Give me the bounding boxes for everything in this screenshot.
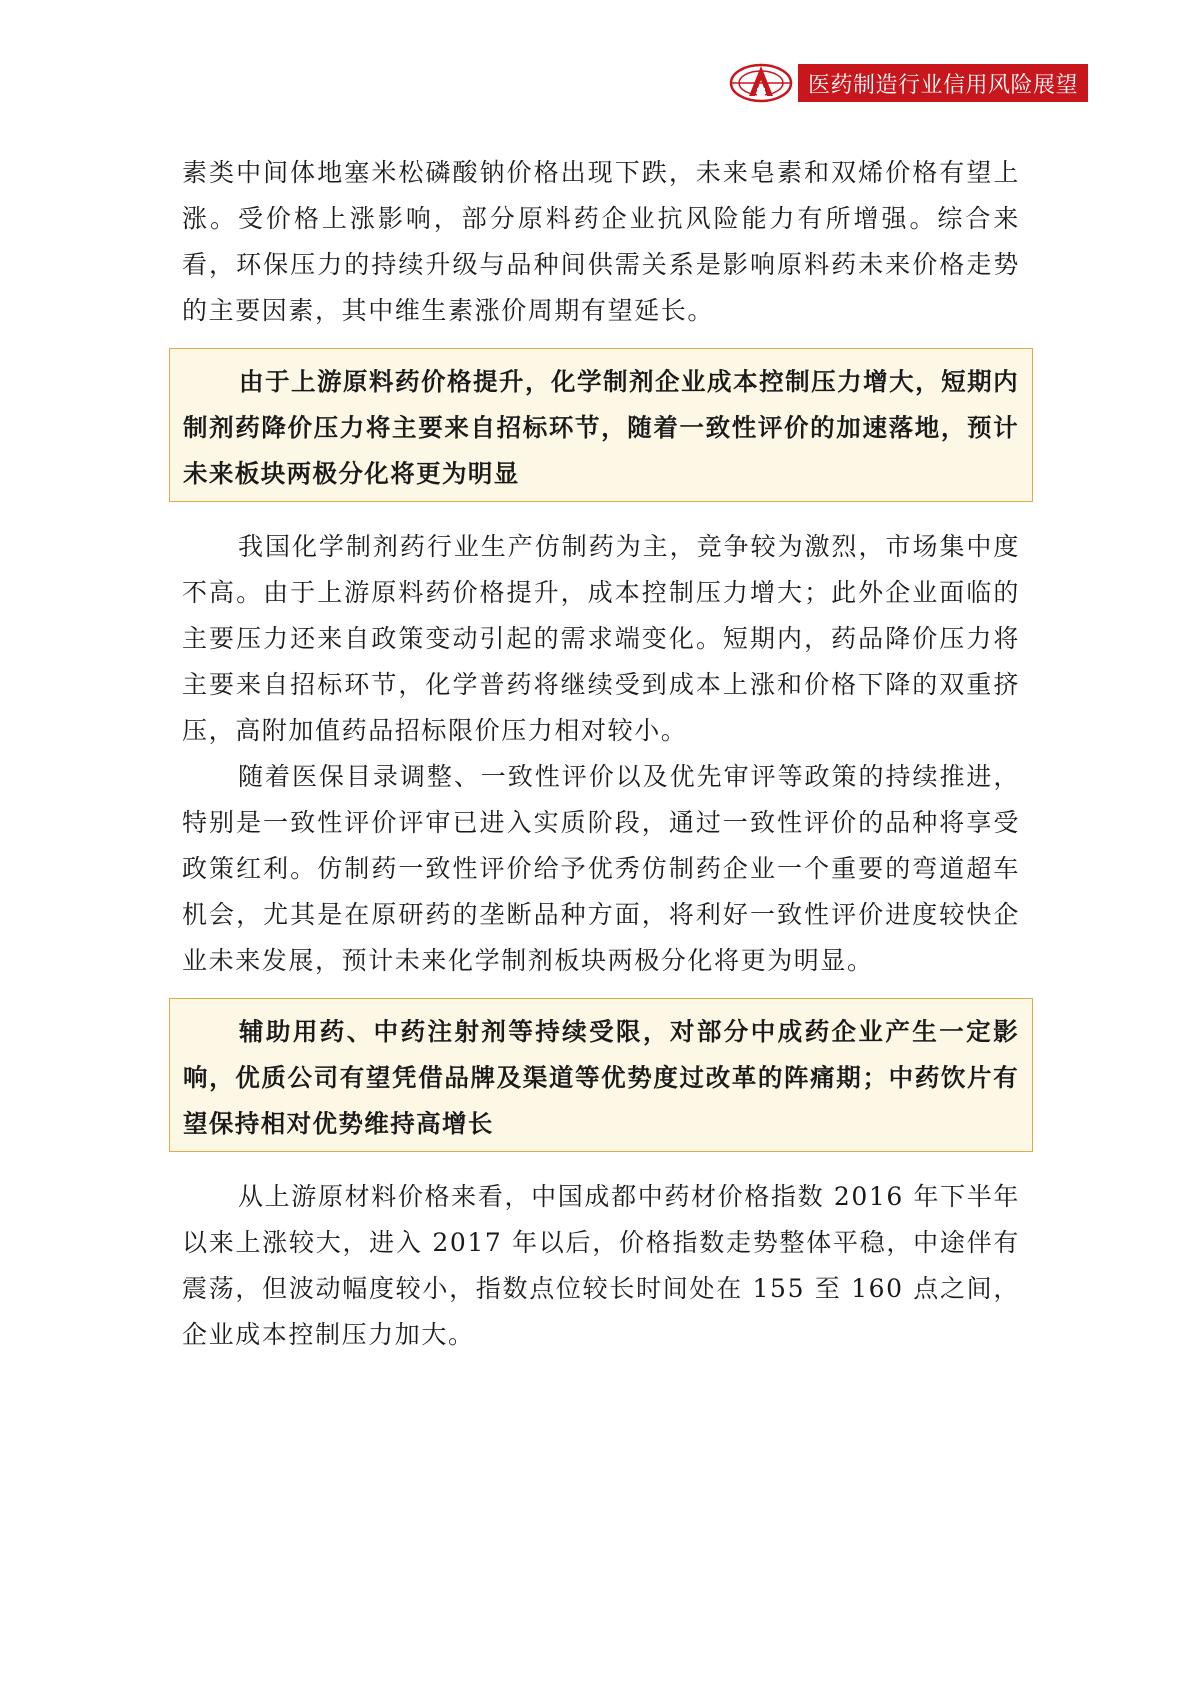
header-title: 医药制造行业信用风险展望	[798, 64, 1088, 102]
highlight-text-tcm: 辅助用药、中药注射剂等持续受限，对部分中成药企业产生一定影响，优质公司有望凭借品牌及渠道等优势度过改革的阵痛期；中药饮片有望保持相对优势维持高增长	[183, 1017, 1019, 1138]
company-logo-icon	[728, 62, 794, 104]
document-body	[182, 150, 1020, 1358]
paragraph-1: 素类中间体地塞米松磷酸钠价格出现下跌，未来皂素和双烯价格有望上涨。受价格上涨影响，部分原料药企业抗风险能力有所增强。综合来看，环保压力的持续升级与品种间供需关系是影响原料药未来价格走势的主要因素，其中维生素涨价周期有望延长。	[182, 158, 1020, 325]
page-header	[728, 62, 1088, 104]
highlight-box-tcm	[169, 998, 1033, 1152]
paragraph-2: 我国化学制剂药行业生产仿制药为主，竞争较为激烈，市场集中度不高。由于上游原料药价格提升，成本控制压力增大；此外企业面临的主要压力还来自政策变动引起的需求端变化。短期内，药品降价压力将主要来自招标环节，化学普药将继续受到成本上涨和价格下降的双重挤压，高附加值药品招标限价压力相对较小。	[182, 532, 1020, 745]
highlight-box-chemical	[169, 348, 1033, 502]
highlight-text-chemical: 由于上游原料药价格提升，化学制剂企业成本控制压力增大，短期内制剂药降价压力将主要来自招标环节，随着一致性评价的加速落地，预计未来板块两极分化将更为明显	[183, 367, 1019, 488]
paragraph-3: 随着医保目录调整、一致性评价以及优先审评等政策的持续推进，特别是一致性评价评审已进入实质阶段，通过一致性评价的品种将享受政策红利。仿制药一致性评价给予优秀仿制药企业一个重要的弯道超车机会，尤其是在原研药的垄断品种方面，将利好一致性评价进度较快企业未来发展，预计未来化学制剂板块两极分化将更为明显。	[182, 762, 1020, 975]
paragraph-4: 从上游原材料价格来看，中国成都中药材价格指数 2016 年下半年以来上涨较大，进入 2017 年以后，价格指数走势整体平稳，中途伴有震荡，但波动幅度较小，指数点位较长时间处在 155 至 160 点之间，企业成本控制压力加大。	[182, 1182, 1020, 1349]
